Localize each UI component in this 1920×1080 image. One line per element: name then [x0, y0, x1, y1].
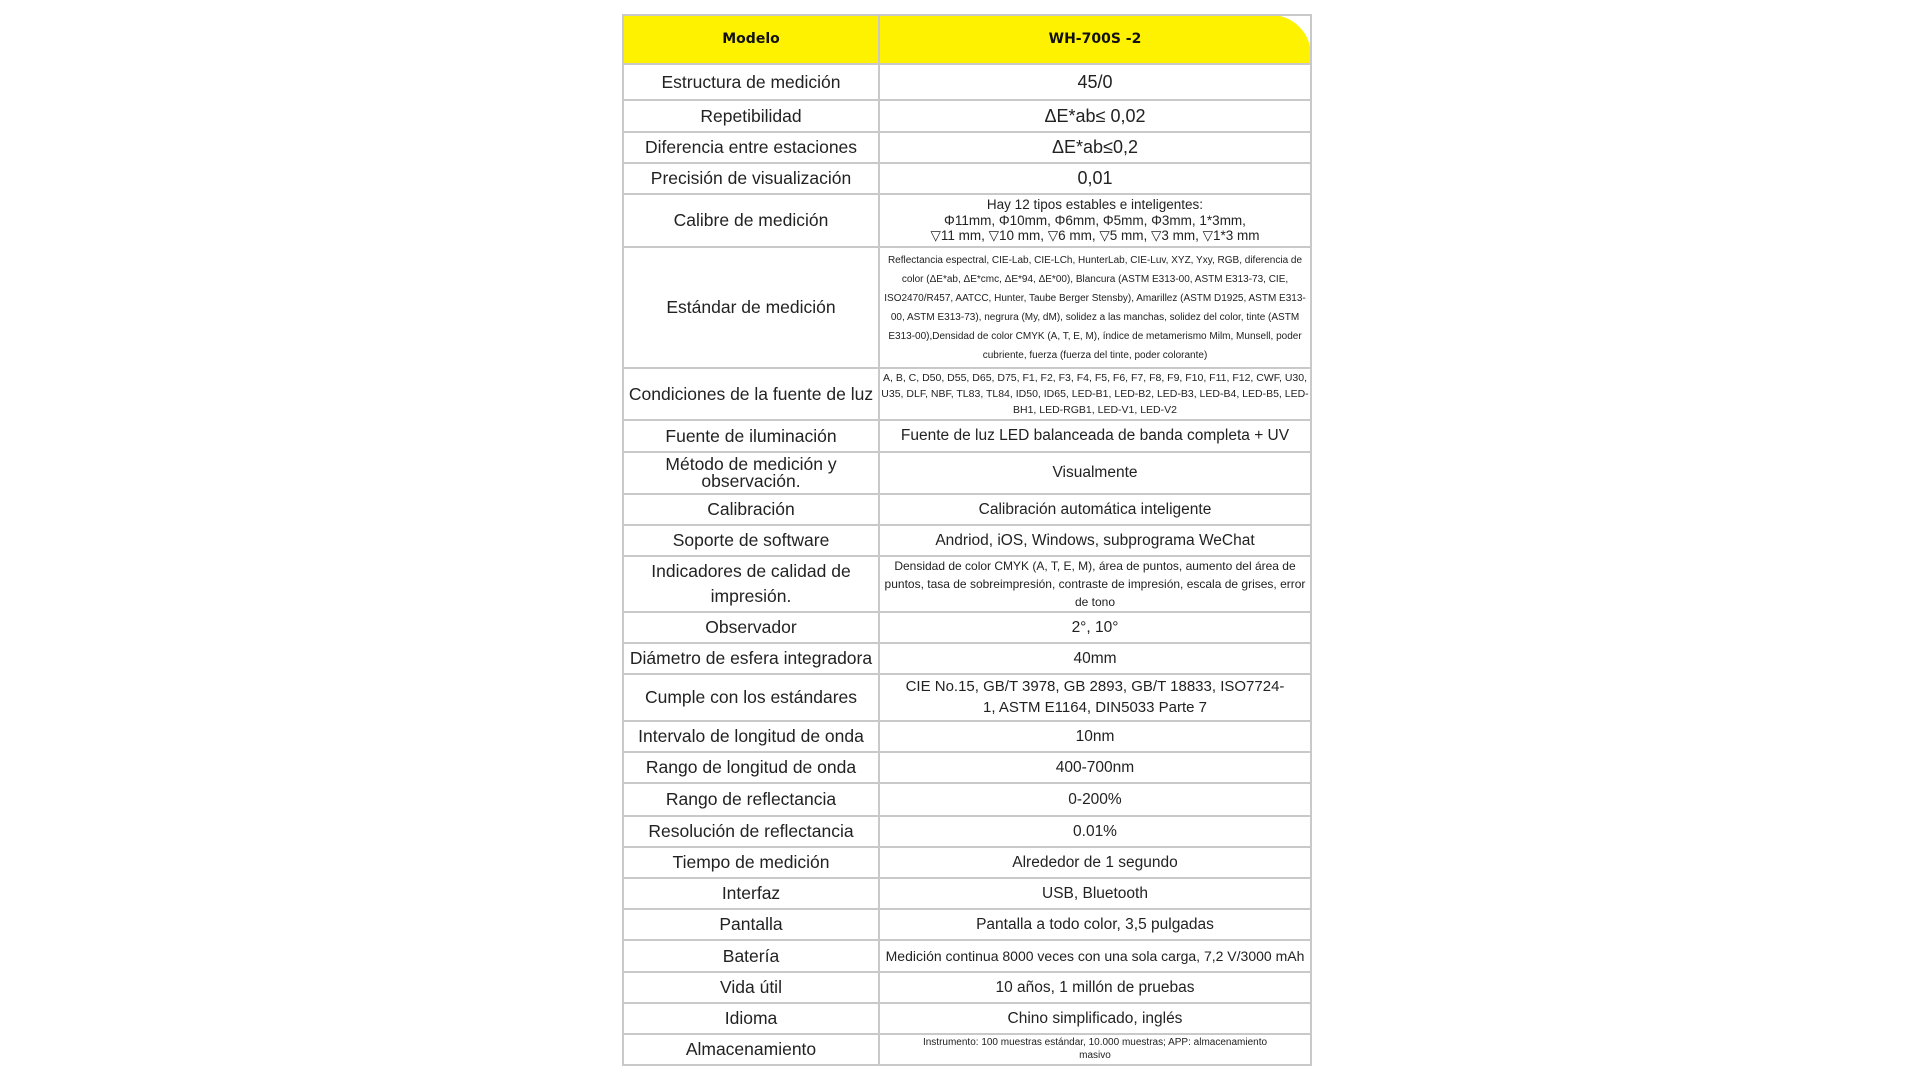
table-row [623, 525, 1311, 556]
row-label: Almacenamiento [623, 1034, 879, 1065]
row-value: Andriod, iOS, Windows, subprograma WeChat [879, 525, 1311, 556]
row-value: ΔE*ab≤ 0,02 [879, 100, 1311, 132]
header-model: WH-700S -2 [879, 15, 1311, 64]
table-row [623, 783, 1311, 816]
table-row [623, 1003, 1311, 1034]
row-label: Rango de reflectancia [623, 783, 879, 816]
row-label: Diámetro de esfera integradora [623, 643, 879, 674]
table-row [623, 612, 1311, 643]
row-label: Fuente de iluminación [623, 420, 879, 452]
row-label: Calibre de medición [623, 194, 879, 247]
row-label: Indicadores de calidad de impresión. [623, 556, 879, 612]
row-label: Calibración [623, 494, 879, 525]
row-value: Calibración automática inteligente [879, 494, 1311, 525]
row-value: Chino simplificado, inglés [879, 1003, 1311, 1034]
row-label: Condiciones de la fuente de luz [623, 368, 879, 420]
row-value-line: Φ11mm, Φ10mm, Φ6mm, Φ5mm, Φ3mm, 1*3mm, [944, 212, 1246, 228]
row-value: Pantalla a todo color, 3,5 pulgadas [879, 909, 1311, 940]
table-row [623, 972, 1311, 1003]
table-row [623, 132, 1311, 163]
row-label: Estándar de medición [623, 247, 879, 368]
header-row [623, 15, 1311, 64]
table-row [623, 909, 1311, 940]
row-label: Vida útil [623, 972, 879, 1003]
row-value: 0.01% [879, 816, 1311, 847]
row-label: Batería [623, 940, 879, 972]
table-row [623, 816, 1311, 847]
row-label: Método de medición y observación. [623, 452, 879, 494]
row-label: Resolución de reflectancia [623, 816, 879, 847]
row-label: Estructura de medición [623, 64, 879, 100]
table-row [623, 556, 1311, 612]
row-value: USB, Bluetooth [879, 878, 1311, 909]
table-row [623, 752, 1311, 783]
row-label: Repetibilidad [623, 100, 879, 132]
row-value: A, B, C, D50, D55, D65, D75, F1, F2, F3, F4, F5, F6, F7, F8, F9, F10, F11, F12, CWF, U30, U35, DLF, NBF, TL83, TL84, ID50, ID65, LED-B1, LED-B2, LED-B3, LED-B4, LED-B5, LED-BH1, LED-RGB1, LED-V1, LED-V2 [879, 368, 1311, 420]
row-value: 0,01 [879, 163, 1311, 194]
row-value: Visualmente [879, 452, 1311, 494]
row-label: Tiempo de medición [623, 847, 879, 878]
row-label: Diferencia entre estaciones [623, 132, 879, 163]
row-label: Soporte de software [623, 525, 879, 556]
row-value: 400-700nm [879, 752, 1311, 783]
table-row [623, 643, 1311, 674]
row-value: 40mm [879, 643, 1311, 674]
row-value: 10 años, 1 millón de pruebas [879, 972, 1311, 1003]
table-row [623, 420, 1311, 452]
row-value: Reflectancia espectral, CIE-Lab, CIE-LCh, HunterLab, CIE-Luv, XYZ, Yxy, RGB, diferencia de color (ΔE*ab, ΔE*cmc, ΔE*94, ΔE*00), Blancura (ASTM E313-00, ASTM E313-73, CIE, ISO2470/R457, AATCC, Hunter, Taube Berger Stensby), Amarillez (ASTM D1925, ASTM E313-00, ASTM E313-73), negrura (My, dM), solidez a las manchas, solidez del color, tinte (ASTM E313-00),Densidad de color CMYK (A, T, E, M), índice de metamerismo Milm, Munsell, poder cubriente, fuerza (fuerza del tinte, poder colorante) [879, 247, 1311, 368]
row-value: 10nm [879, 721, 1311, 752]
row-value-line: Hay 12 tipos estables e inteligentes: [986, 197, 1204, 213]
table-row [623, 64, 1311, 100]
row-value [879, 194, 1311, 247]
table-row [623, 452, 1311, 494]
spec-table [622, 14, 1312, 1066]
row-label: Rango de longitud de onda [623, 752, 879, 783]
row-value: ΔE*ab≤0,2 [879, 132, 1311, 163]
row-value-line: ▽11 mm, ▽10 mm, ▽6 mm, ▽5 mm, ▽3 mm, ▽1*3 mm [930, 228, 1260, 244]
table-row [623, 721, 1311, 752]
row-label: Idioma [623, 1003, 879, 1034]
table-row [623, 368, 1311, 420]
table-row [623, 194, 1311, 247]
table-row [623, 494, 1311, 525]
table-row [623, 674, 1311, 721]
table-row [623, 878, 1311, 909]
row-label: Interfaz [623, 878, 879, 909]
row-value: 2°, 10° [879, 612, 1311, 643]
row-value: 45/0 [879, 64, 1311, 100]
row-label: Observador [623, 612, 879, 643]
row-value: Instrumento: 100 muestras estándar, 10.000 muestras; APP: almacenamiento masivo [879, 1034, 1311, 1065]
row-value: Medición continua 8000 veces con una sola carga, 7,2 V/3000 mAh [879, 940, 1311, 972]
table-row [623, 847, 1311, 878]
row-value: CIE No.15, GB/T 3978, GB 2893, GB/T 18833, ISO7724-1, ASTM E1164, DIN5033 Parte 7 [879, 674, 1311, 721]
table-row [623, 1034, 1311, 1065]
row-label: Precisión de visualización [623, 163, 879, 194]
row-label: Pantalla [623, 909, 879, 940]
row-value: Alrededor de 1 segundo [879, 847, 1311, 878]
header-label: Modelo [623, 15, 879, 64]
table-row [623, 247, 1311, 368]
table-row [623, 100, 1311, 132]
row-label: Intervalo de longitud de onda [623, 721, 879, 752]
row-value: Densidad de color CMYK (A, T, E, M), área de puntos, aumento del área de puntos, tasa de sobreimpresión, contraste de impresión, escala de grises, error de tono [879, 556, 1311, 612]
table-row [623, 940, 1311, 972]
table-row [623, 163, 1311, 194]
row-label: Cumple con los estándares [623, 674, 879, 721]
row-value: Fuente de luz LED balanceada de banda completa + UV [879, 420, 1311, 452]
row-value: 0-200% [879, 783, 1311, 816]
